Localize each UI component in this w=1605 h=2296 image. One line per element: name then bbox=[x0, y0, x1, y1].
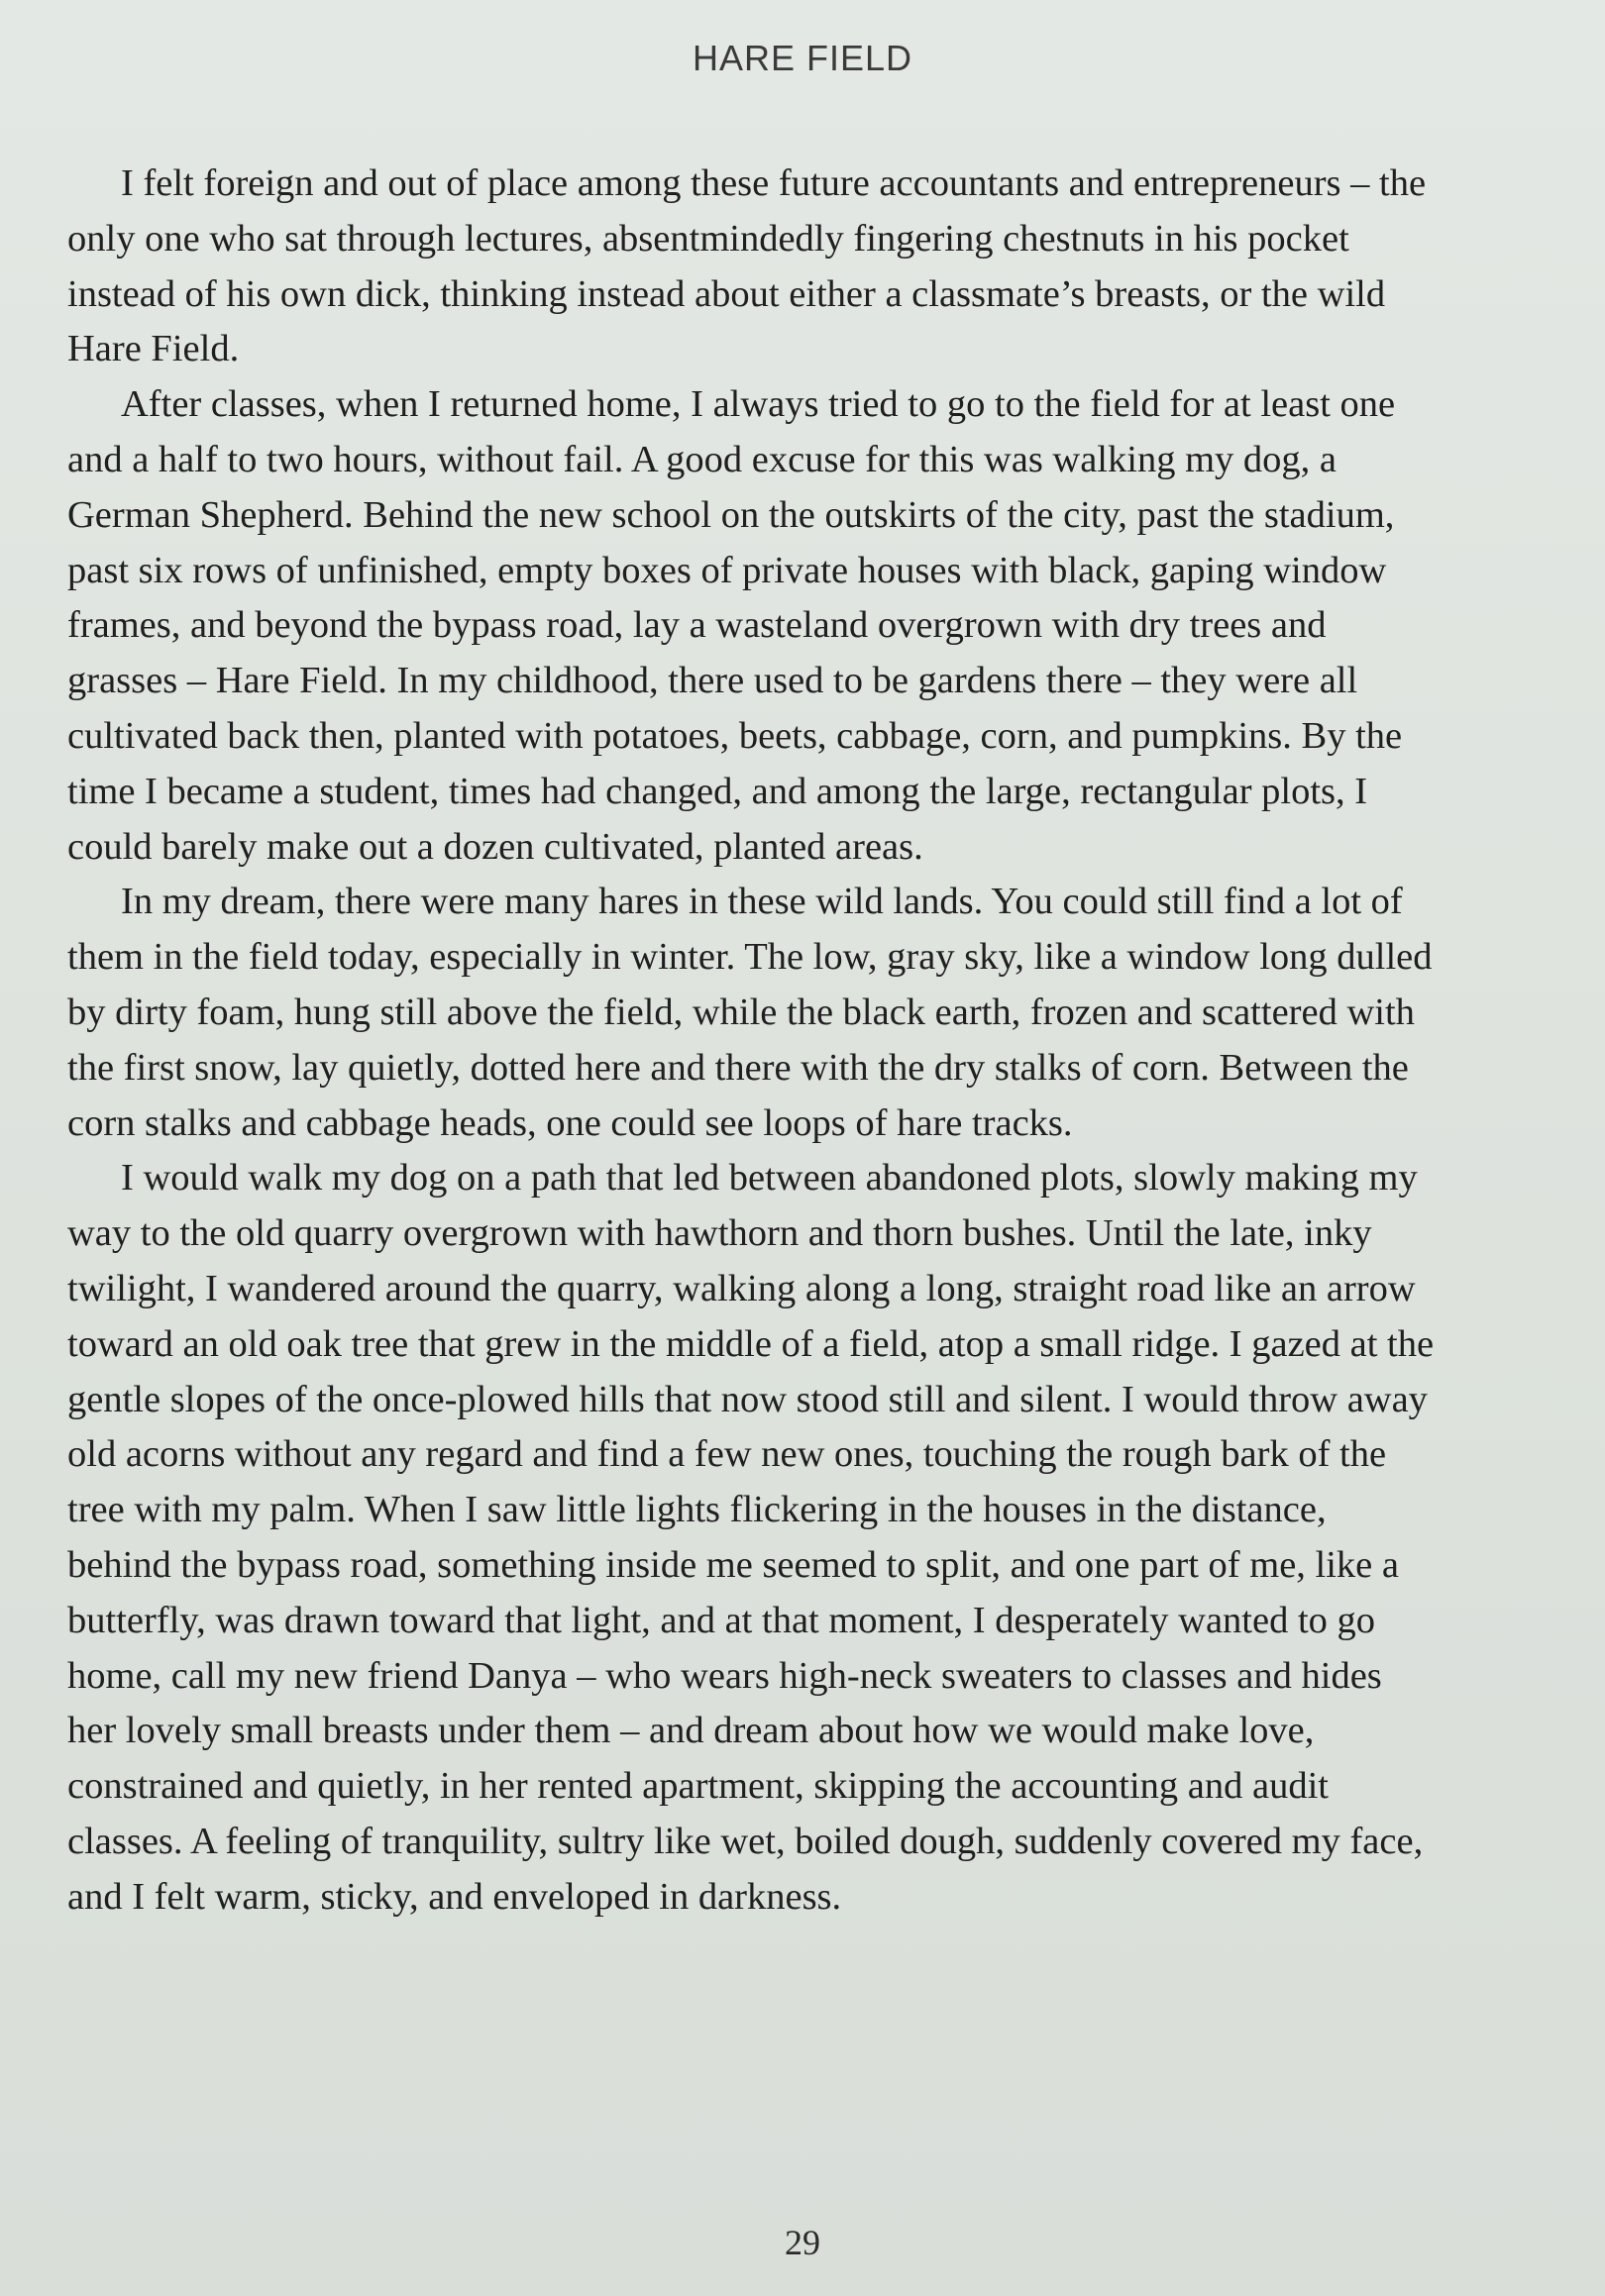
paragraph-4: I would walk my dog on a path that led between abandoned plots, slowly making my way to the old quarry overgrown with hawthorn and thorn bushes. Until the late, inky twilight, I wandered around the quarry, walking along a long, straight road like an arrow toward an old oak tree that grew in the middle of a field, atop a small ridge. I gazed at the gentle slopes of the once-plowed hills that now stood still and silent. I would throw away old acorns without any regard and find a few new ones, touching the rough bark of the tree with my palm. When I saw little lights flickering in the houses in the distance, behind the bypass road, something inside me seemed to split, and one part of me, like a butterfly, was drawn toward that light, and at that moment, I desperately wanted to go home, call my new friend Danya – who wears high-neck sweaters to classes and hides her lovely small breasts under them – and dream about how we would make love, constrained and quietly, in her rented apartment, skipping the accounting and audit classes. A feeling of tranquility, sultry like wet, boiled dough, suddenly covered my face, and I felt warm, sticky, and enveloped in darkness. bbox=[67, 1157, 1435, 1918]
body-text bbox=[67, 157, 1435, 1926]
running-head: HARE FIELD bbox=[692, 38, 913, 78]
paragraph-3: In my dream, there were many hares in these wild lands. You could still find a lot of them in the field today, especially in winter. The low, gray sky, like a window long dulled by dirty foam, hung still above the field, while the black earth, frozen and scattered with the first snow, lay quietly, dotted here and there with the dry stalks of corn. Between the corn stalks and cabbage heads, one could see loops of hare tracks. bbox=[67, 881, 1433, 1144]
paragraph-1: I felt foreign and out of place among these future accountants and entrepreneurs – the only one who sat through lectures, absentmindedly fingering chestnuts in his pocket instead of his own dick, thinking instead about either a classmate’s breasts, or the wild Hare Field. bbox=[67, 162, 1427, 370]
paragraph-2: After classes, when I returned home, I always tried to go to the field for at least one and a half to two hours, without fail. A good excuse for this was walking my dog, a German Shepherd. Behind the new school on the outskirts of the city, past the stadium, past six rows of unfinished, empty boxes of private houses with black, gaping window frames, and beyond the bypass road, lay a wasteland overgrown with dry trees and grasses – Hare Field. In my childhood, there used to be gardens there – they were all cultivated back then, planted with potatoes, beets, cabbage, corn, and pumpkins. By the time I became a student, times had changed, and among the large, rectangular plots, I could barely make out a dozen cultivated, planted areas. bbox=[67, 383, 1403, 868]
page-number: 29 bbox=[785, 2223, 820, 2262]
